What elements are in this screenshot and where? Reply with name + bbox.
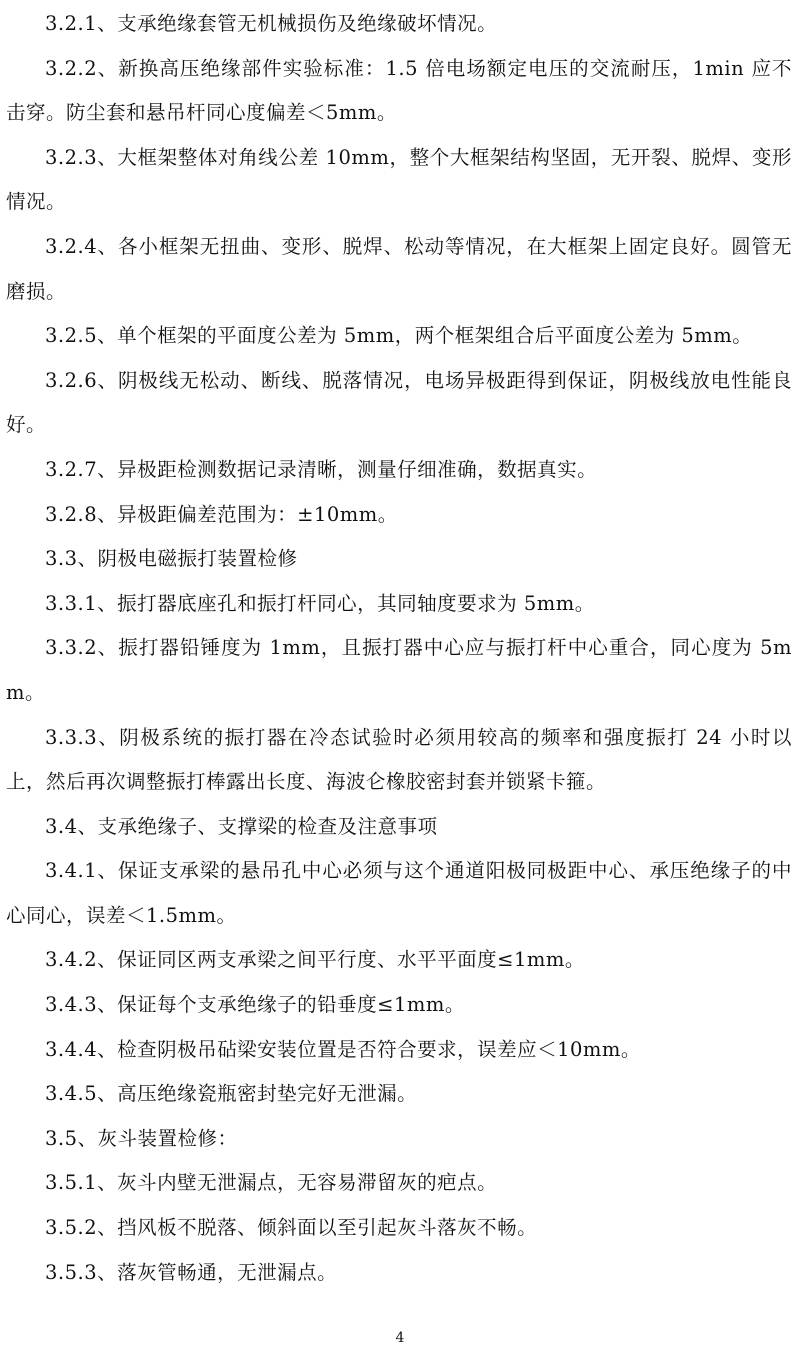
paragraph: 3.5.3、落灰管畅通，无泄漏点。: [45, 1260, 338, 1284]
paragraph: 3.4.4、检查阴极吊砧梁安装位置是否符合要求，误差应＜10mm。: [45, 1037, 641, 1061]
paragraph: 3.4.5、高压绝缘瓷瓶密封垫完好无泄漏。: [45, 1082, 418, 1106]
section-heading: 3.4、支承绝缘子、支撑梁的检查及注意事项: [45, 814, 438, 838]
paragraph: 3.2.1、支承绝缘套管无机械损伤及绝缘破坏情况。: [45, 12, 498, 35]
paragraph: 3.5.2、挡风板不脱落、倾斜面以至引起灰斗落灰不畅。: [45, 1216, 538, 1240]
paragraph: 3.4.1、保证支承梁的悬吊孔中心必须与这个通道阳极同极距中心、承压绝缘子的中心同心，误差＜1.5mm。: [6, 859, 792, 927]
paragraph: 3.3.2、振打器铅锤度为 1mm，且振打器中心应与振打杆中心重合，同心度为 5mm。: [6, 636, 792, 704]
page-number: 4: [395, 1330, 405, 1346]
section-heading: 3.5、灰斗装置检修：: [45, 1126, 238, 1150]
paragraph: 3.2.2、新换高压绝缘部件实验标准：1.5 倍电场额定电压的交流耐压，1min 应不击穿。防尘套和悬吊杆同心度偏差＜5mm。: [6, 56, 792, 125]
paragraph: 3.2.6、阴极线无松动、断线、脱落情况，电场异极距得到保证，阴极线放电性能良好。: [6, 368, 792, 437]
paragraph: 3.2.7、异极距检测数据记录清晰，测量仔细准确，数据真实。: [45, 457, 598, 481]
document-body: [6, 2, 792, 1295]
paragraph: 3.3.3、阴极系统的振打器在冷态试验时必须用较高的频率和强度振打 24 小时以上，然后再次调整振打棒露出长度、海波仑橡胶密封套并锁紧卡箍。: [6, 725, 792, 794]
paragraph: 3.5.1、灰斗内壁无泄漏点，无容易滞留灰的疤点。: [45, 1171, 498, 1195]
paragraph: 3.4.3、保证每个支承绝缘子的铅垂度≤1mm。: [45, 993, 465, 1017]
paragraph: 3.2.4、各小框架无扭曲、变形、脱焊、松动等情况，在大框架上固定良好。圆管无磨损。: [6, 234, 792, 303]
paragraph: 3.2.3、大框架整体对角线公差 10mm，整个大框架结构坚固，无开裂、脱焊、变形情况。: [6, 145, 792, 214]
paragraph: 3.3.1、振打器底座孔和振打杆同心，其同轴度要求为 5mm。: [45, 591, 595, 615]
paragraph: 3.2.8、异极距偏差范围为：±10mm。: [45, 502, 398, 526]
paragraph: 3.2.5、单个框架的平面度公差为 5mm，两个框架组合后平面度公差为 5mm。: [45, 324, 753, 348]
section-heading: 3.3、阴极电磁振打装置检修: [45, 547, 298, 571]
paragraph: 3.4.2、保证同区两支承梁之间平行度、水平平面度≤1mm。: [45, 948, 585, 972]
